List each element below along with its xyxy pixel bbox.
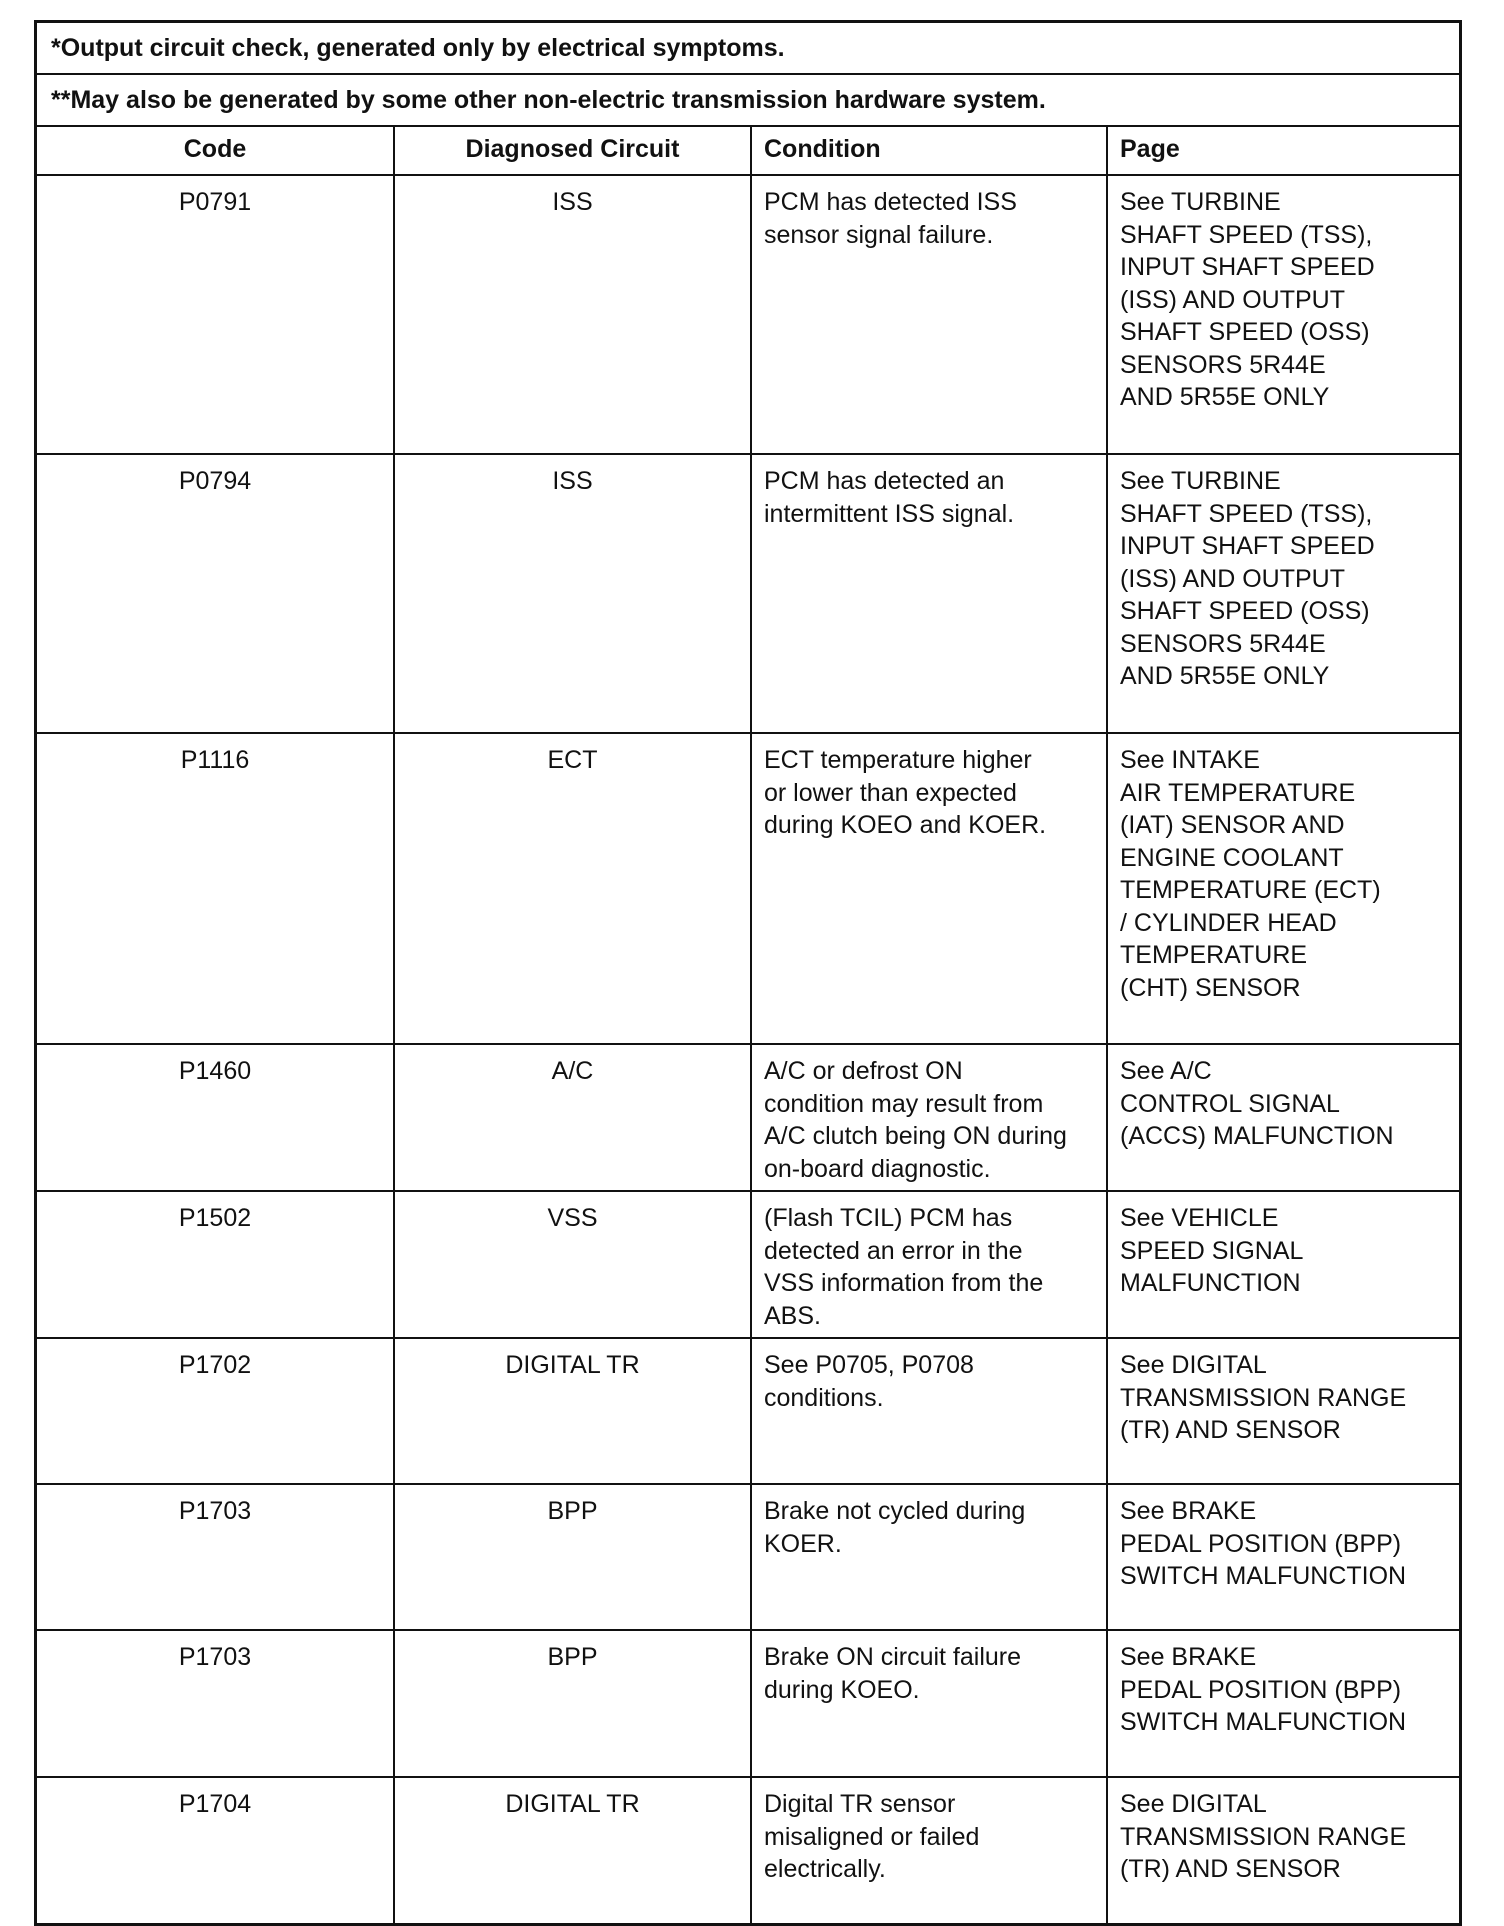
condition-cell: PCM has detected an intermittent ISS signal. xyxy=(751,454,1107,733)
circuit-cell: ECT xyxy=(394,733,751,1044)
code-cell: P1702 xyxy=(37,1338,394,1484)
page-reference-cell: See DIGITAL TRANSMISSION RANGE (TR) AND SENSOR xyxy=(1120,1790,1407,1883)
header-code: Code xyxy=(37,127,394,175)
circuit-cell: ISS xyxy=(394,454,751,733)
code-cell: P1703 xyxy=(37,1484,394,1630)
circuit-cell: DIGITAL TR xyxy=(394,1777,751,1923)
condition-cell: ECT temperature higher or lower than expected during KOEO and KOER. xyxy=(751,733,1107,1044)
page-reference-cell: See A/C CONTROL SIGNAL (ACCS) MALFUNCTION xyxy=(1107,1044,1459,1191)
condition-cell: A/C or defrost ON condition may result from A/C clutch being ON during on-board diagnostic. xyxy=(751,1044,1107,1191)
condition-cell: Brake not cycled during KOER. xyxy=(751,1484,1107,1630)
page-reference-cell: See TURBINE SHAFT SPEED (TSS), INPUT SHAFT SPEED (ISS) AND OUTPUT SHAFT SPEED (OSS) SENSORS 5R44E AND 5R55E ONLY xyxy=(1107,175,1459,454)
circuit-cell: DIGITAL TR xyxy=(394,1338,751,1484)
table-header-row xyxy=(37,127,1459,175)
page-reference-cell: See VEHICLE SPEED SIGNAL MALFUNCTION xyxy=(1107,1191,1459,1338)
diagnostic-code-table xyxy=(37,127,1459,1923)
footnote-output-circuit: *Output circuit check, generated only by electrical symptoms. xyxy=(37,23,1459,75)
code-cell: P0791 xyxy=(37,175,394,454)
header-condition: Condition xyxy=(751,127,1107,175)
code-cell: P1704 xyxy=(37,1777,394,1923)
table-row xyxy=(37,1777,1459,1923)
table-row xyxy=(37,733,1459,1044)
code-cell: P1116 xyxy=(37,733,394,1044)
code-cell: P0794 xyxy=(37,454,394,733)
circuit-cell: BPP xyxy=(394,1484,751,1630)
code-cell: P1460 xyxy=(37,1044,394,1191)
condition-cell: PCM has detected ISS sensor signal failure. xyxy=(751,175,1107,454)
circuit-cell: A/C xyxy=(394,1044,751,1191)
header-diagnosed-circuit: Diagnosed Circuit xyxy=(394,127,751,175)
header-page: Page xyxy=(1107,127,1459,175)
table-row xyxy=(37,1044,1459,1191)
diagnostic-code-table-document xyxy=(34,20,1462,1926)
condition-cell: (Flash TCIL) PCM has detected an error in the VSS information from the ABS. xyxy=(751,1191,1107,1338)
condition-cell: Digital TR sensor misaligned or failed electrically. xyxy=(751,1777,1107,1923)
page-reference-cell: See DIGITAL TRANSMISSION RANGE (TR) AND SENSOR xyxy=(1107,1338,1459,1484)
table-row xyxy=(37,1630,1459,1777)
footnote-non-electric: **May also be generated by some other non-electric transmission hardware system. xyxy=(37,75,1459,127)
circuit-cell: BPP xyxy=(394,1630,751,1777)
table-row xyxy=(37,1191,1459,1338)
table-row xyxy=(37,1338,1459,1484)
condition-cell: See P0705, P0708 conditions. xyxy=(751,1338,1107,1484)
circuit-cell: VSS xyxy=(394,1191,751,1338)
page-reference-cell: See TURBINE SHAFT SPEED (TSS), INPUT SHAFT SPEED (ISS) AND OUTPUT SHAFT SPEED (OSS) SENSORS 5R44E AND 5R55E ONLY xyxy=(1107,454,1459,733)
table-row xyxy=(37,175,1459,454)
table-row xyxy=(37,454,1459,733)
code-cell: P1502 xyxy=(37,1191,394,1338)
table-row xyxy=(37,1484,1459,1630)
condition-cell: Brake ON circuit failure during KOEO. xyxy=(751,1630,1107,1777)
code-cell: P1703 xyxy=(37,1630,394,1777)
page-reference-cell: See BRAKE PEDAL POSITION (BPP) SWITCH MALFUNCTION xyxy=(1107,1484,1459,1630)
circuit-cell: ISS xyxy=(394,175,751,454)
page-reference-cell: See BRAKE PEDAL POSITION (BPP) SWITCH MALFUNCTION xyxy=(1107,1630,1459,1777)
page-reference-cell: See INTAKE AIR TEMPERATURE (IAT) SENSOR AND ENGINE COOLANT TEMPERATURE (ECT) / CYLINDER HEAD TEMPERATURE (CHT) SENSOR xyxy=(1107,733,1459,1044)
